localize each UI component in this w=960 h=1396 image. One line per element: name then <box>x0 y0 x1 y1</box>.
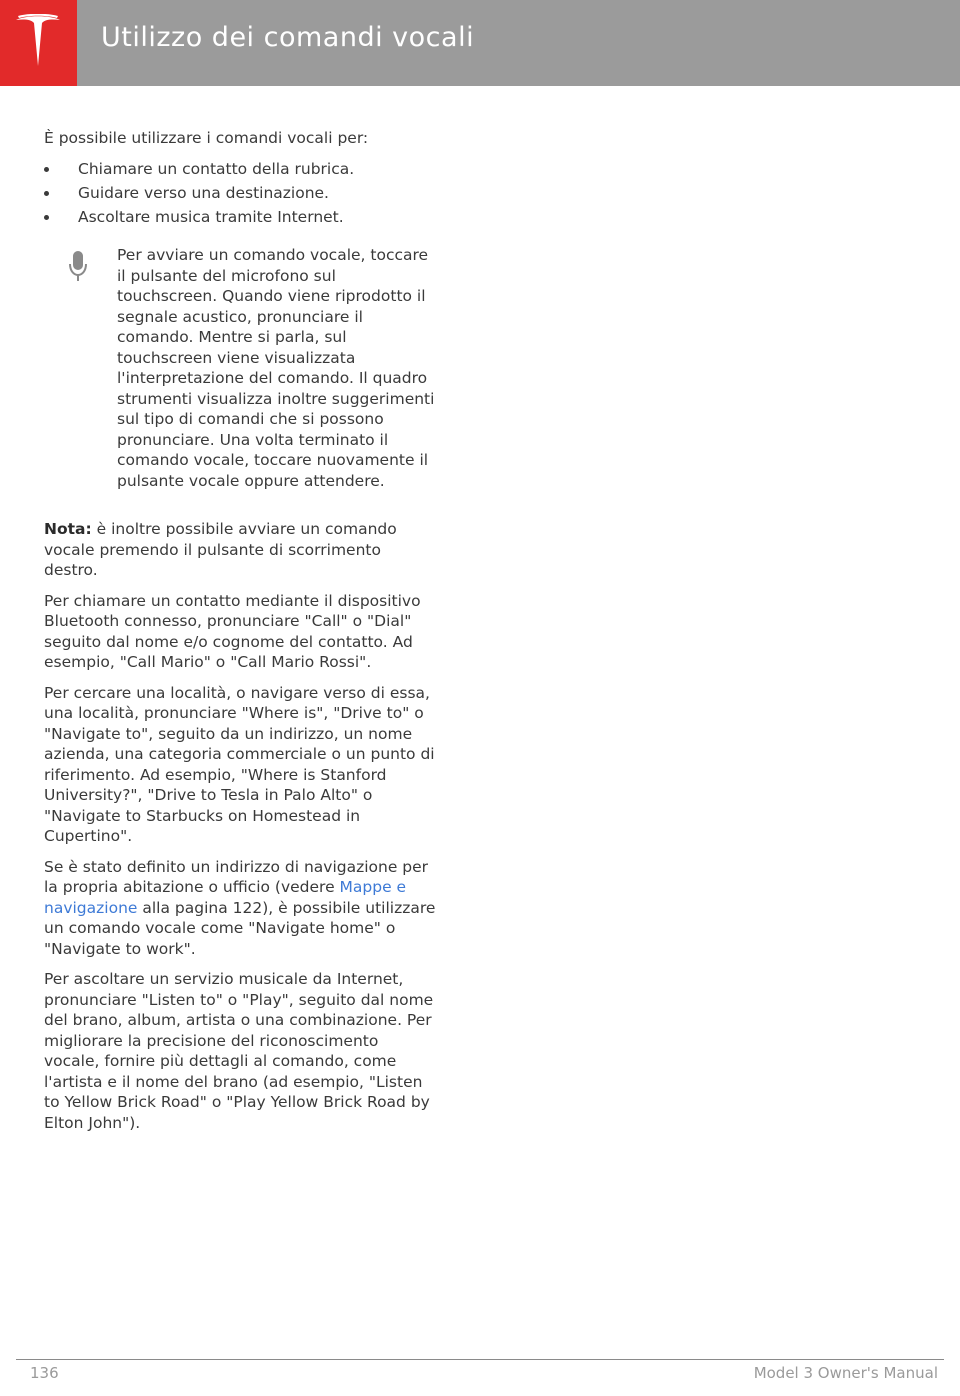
note-paragraph <box>44 519 436 581</box>
main-content <box>44 128 436 1143</box>
bullet-text: Guidare verso una destinazione. <box>78 183 329 202</box>
list-item <box>44 207 436 228</box>
manual-name: Model 3 Owner's Manual <box>753 1364 938 1382</box>
tesla-logo-icon <box>15 14 61 72</box>
maps-navigation-link[interactable]: Mappe e navigazione <box>44 878 407 917</box>
intro-text: È possibile utilizzare i comandi vocali per: <box>44 129 369 147</box>
footer-divider <box>16 1359 944 1360</box>
page-title: Utilizzo dei comandi vocali <box>101 22 475 53</box>
tip-text: Per avviare un comando vocale, toccare il pulsante del microfono sul touchscreen. Quando viene riprodotto il segnale acustico, pronunciare il comando. Mentre si parla, sul touchscreen viene visualizzata l'interpretazione del comando. Il quadro strumenti visualizza inoltre suggerimenti sul tipo di comandi che si possono pronunciare. Una volta terminato il comando vocale, toccare nuovamente il pulsante vocale oppure attendere. <box>117 246 435 490</box>
navigate-paragraph: Per cercare una località, o navigare verso di essa, una località, pronunciare "Where is", "Drive to" o "Navigate to", seguito da un indirizzo, un nome azienda, una categoria commerciale o un punto di riferimento. Ad esempio, "Where is Stanford University?", "Drive to Tesla in Palo Alto" o "Navigate to Starbucks on Homestead in Cupertino". <box>44 683 435 845</box>
home-text-after: alla pagina 122), è possibile utilizzare un comando vocale come "Navigate home" o "Navigate to work". <box>44 898 436 958</box>
page-number: 136 <box>30 1364 59 1382</box>
bullet-dot <box>44 191 49 196</box>
bullet-text: Chiamare un contatto della rubrica. <box>78 159 355 178</box>
bullet-text: Ascoltare musica tramite Internet. <box>78 207 344 226</box>
bullet-dot <box>44 167 49 172</box>
logo-box <box>0 0 77 86</box>
list-item <box>44 159 436 180</box>
note-label: Nota: <box>44 520 92 538</box>
home-text-before: Se è stato definito un indirizzo di navigazione per la propria abitazione o ufficio (vedere <box>44 857 429 896</box>
list-item <box>44 183 436 204</box>
bullet-list <box>44 159 436 228</box>
page-header <box>0 0 960 86</box>
microphone-icon <box>68 251 88 289</box>
call-paragraph: Per chiamare un contatto mediante il dispositivo Bluetooth connesso, pronunciare "Call" o "Dial" seguito dal nome e/o cognome del contatto. Ad esempio, "Call Mario" o "Call Mario Rossi". <box>44 591 421 671</box>
bullet-dot <box>44 215 49 220</box>
tip-block <box>44 245 436 491</box>
note-text: è inoltre possibile avviare un comando vocale premendo il pulsante di scorrimento destro. <box>44 520 397 579</box>
home-paragraph <box>44 857 436 960</box>
music-paragraph: Per ascoltare un servizio musicale da Internet, pronunciare "Listen to" o "Play", seguito dal nome del brano, album, artista o una combinazione. Per migliorare la precisione del riconoscimento vocale, fornire più dettagli al comando, come l'artista e il nome del brano (ad esempio, "Listen to Yellow Brick Road" o "Play Yellow Brick Road by Elton John"). <box>44 970 434 1132</box>
